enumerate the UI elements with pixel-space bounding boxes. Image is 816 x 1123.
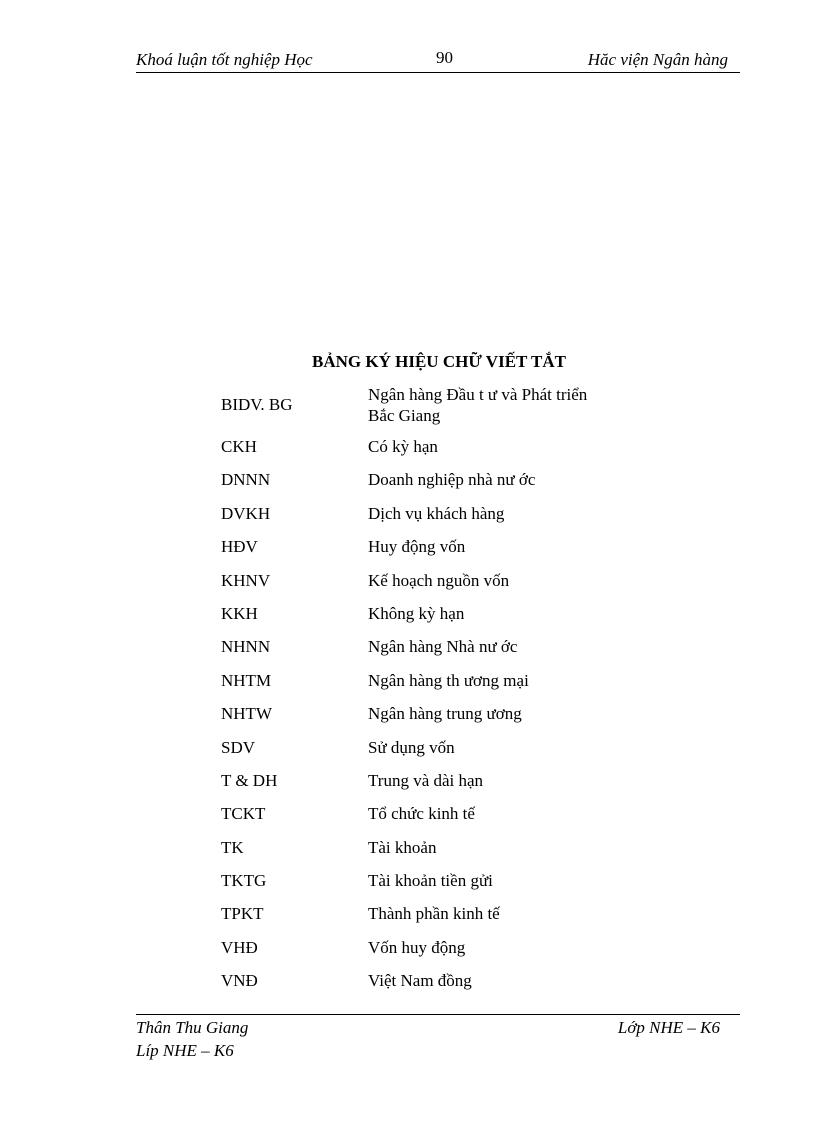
abbreviation: NHTW xyxy=(221,704,272,724)
abbreviation: DNNN xyxy=(221,470,271,490)
table-row xyxy=(221,662,641,695)
footer-class-left: Líp NHE – K6 xyxy=(136,1041,234,1060)
abbreviation: T & DH xyxy=(221,770,278,790)
abbreviation-meaning: Trung và dài hạn xyxy=(368,770,484,790)
abbreviation: NHTM xyxy=(221,670,272,690)
abbreviation-meaning: Ngân hàng Đầu t ư và Phát triển Bắc Giang xyxy=(368,385,588,425)
abbreviation-meaning: Ngân hàng Nhà nư ớc xyxy=(368,637,518,657)
table-row xyxy=(221,495,641,528)
table-row xyxy=(221,762,641,795)
page-title: BẢNG KÝ HIỆU CHỮ VIẾT TẮT xyxy=(312,352,566,371)
abbreviation-meaning: Thành phần kinh tế xyxy=(368,904,500,924)
abbreviation: SDV xyxy=(221,737,256,757)
abbreviation: DVKH xyxy=(221,503,271,523)
header-thesis-label: Khoá luận tốt nghiệp Học xyxy=(136,50,313,69)
abbreviation: TK xyxy=(221,837,244,857)
abbreviation: TKTG xyxy=(221,871,267,891)
abbreviation-meaning: Dịch vụ khách hàng xyxy=(368,503,505,523)
abbreviation-meaning: Ngân hàng th ương mại xyxy=(368,670,529,690)
table-row xyxy=(221,895,641,928)
abbreviation-meaning: Tổ chức kinh tế xyxy=(368,804,475,824)
abbreviation-meaning: Kế hoạch nguồn vốn xyxy=(368,570,510,590)
header-institution: Hăc viện Ngân hàng xyxy=(587,50,728,69)
table-row xyxy=(221,829,641,862)
abbreviation: KHNV xyxy=(221,570,271,590)
table-row xyxy=(221,428,641,461)
page-header xyxy=(136,48,740,73)
abbreviation: HĐV xyxy=(221,537,258,557)
abbreviation-meaning: Tài khoản xyxy=(368,837,437,857)
abbreviation: TPKT xyxy=(221,904,264,924)
abbreviation-meaning: Doanh nghiệp nhà nư ớc xyxy=(368,470,536,490)
abbreviation-meaning: Huy động vốn xyxy=(368,537,466,557)
abbreviation-meaning: Vốn huy động xyxy=(368,937,466,957)
table-row xyxy=(221,528,641,561)
abbreviation-meaning: Có kỳ hạn xyxy=(368,437,438,456)
table-row xyxy=(221,929,641,962)
table-row xyxy=(221,380,641,428)
abbreviation: KKH xyxy=(221,603,258,623)
abbreviation-meaning: Sử dụng vốn xyxy=(368,737,455,757)
table-row xyxy=(221,595,641,628)
abbreviation-meaning: Ngân hàng trung ương xyxy=(368,704,522,724)
table-row xyxy=(221,729,641,762)
table-row xyxy=(221,962,641,995)
abbreviation: TCKT xyxy=(221,804,266,824)
table-row xyxy=(221,795,641,828)
table-row xyxy=(221,628,641,661)
page-footer xyxy=(136,1014,740,1060)
abbreviation: CKH xyxy=(221,437,257,456)
table-row xyxy=(221,862,641,895)
abbreviation: NHNN xyxy=(221,637,271,657)
abbreviation-meaning: Việt Nam đồng xyxy=(368,971,472,991)
abbreviation: BIDV. BG xyxy=(221,395,293,414)
table-row xyxy=(221,461,641,494)
abbreviation: VNĐ xyxy=(221,971,258,991)
footer-class-right: Lớp NHE – K6 xyxy=(617,1018,720,1037)
page-number: 90 xyxy=(436,48,453,67)
abbreviation-meaning: Không kỳ hạn xyxy=(368,603,465,623)
abbreviation-meaning: Tài khoản tiền gửi xyxy=(368,871,493,891)
footer-author: Thân Thu Giang xyxy=(136,1018,249,1037)
table-row xyxy=(221,695,641,728)
table-row xyxy=(221,562,641,595)
abbreviation: VHĐ xyxy=(221,937,258,957)
abbreviation-table xyxy=(221,380,641,996)
